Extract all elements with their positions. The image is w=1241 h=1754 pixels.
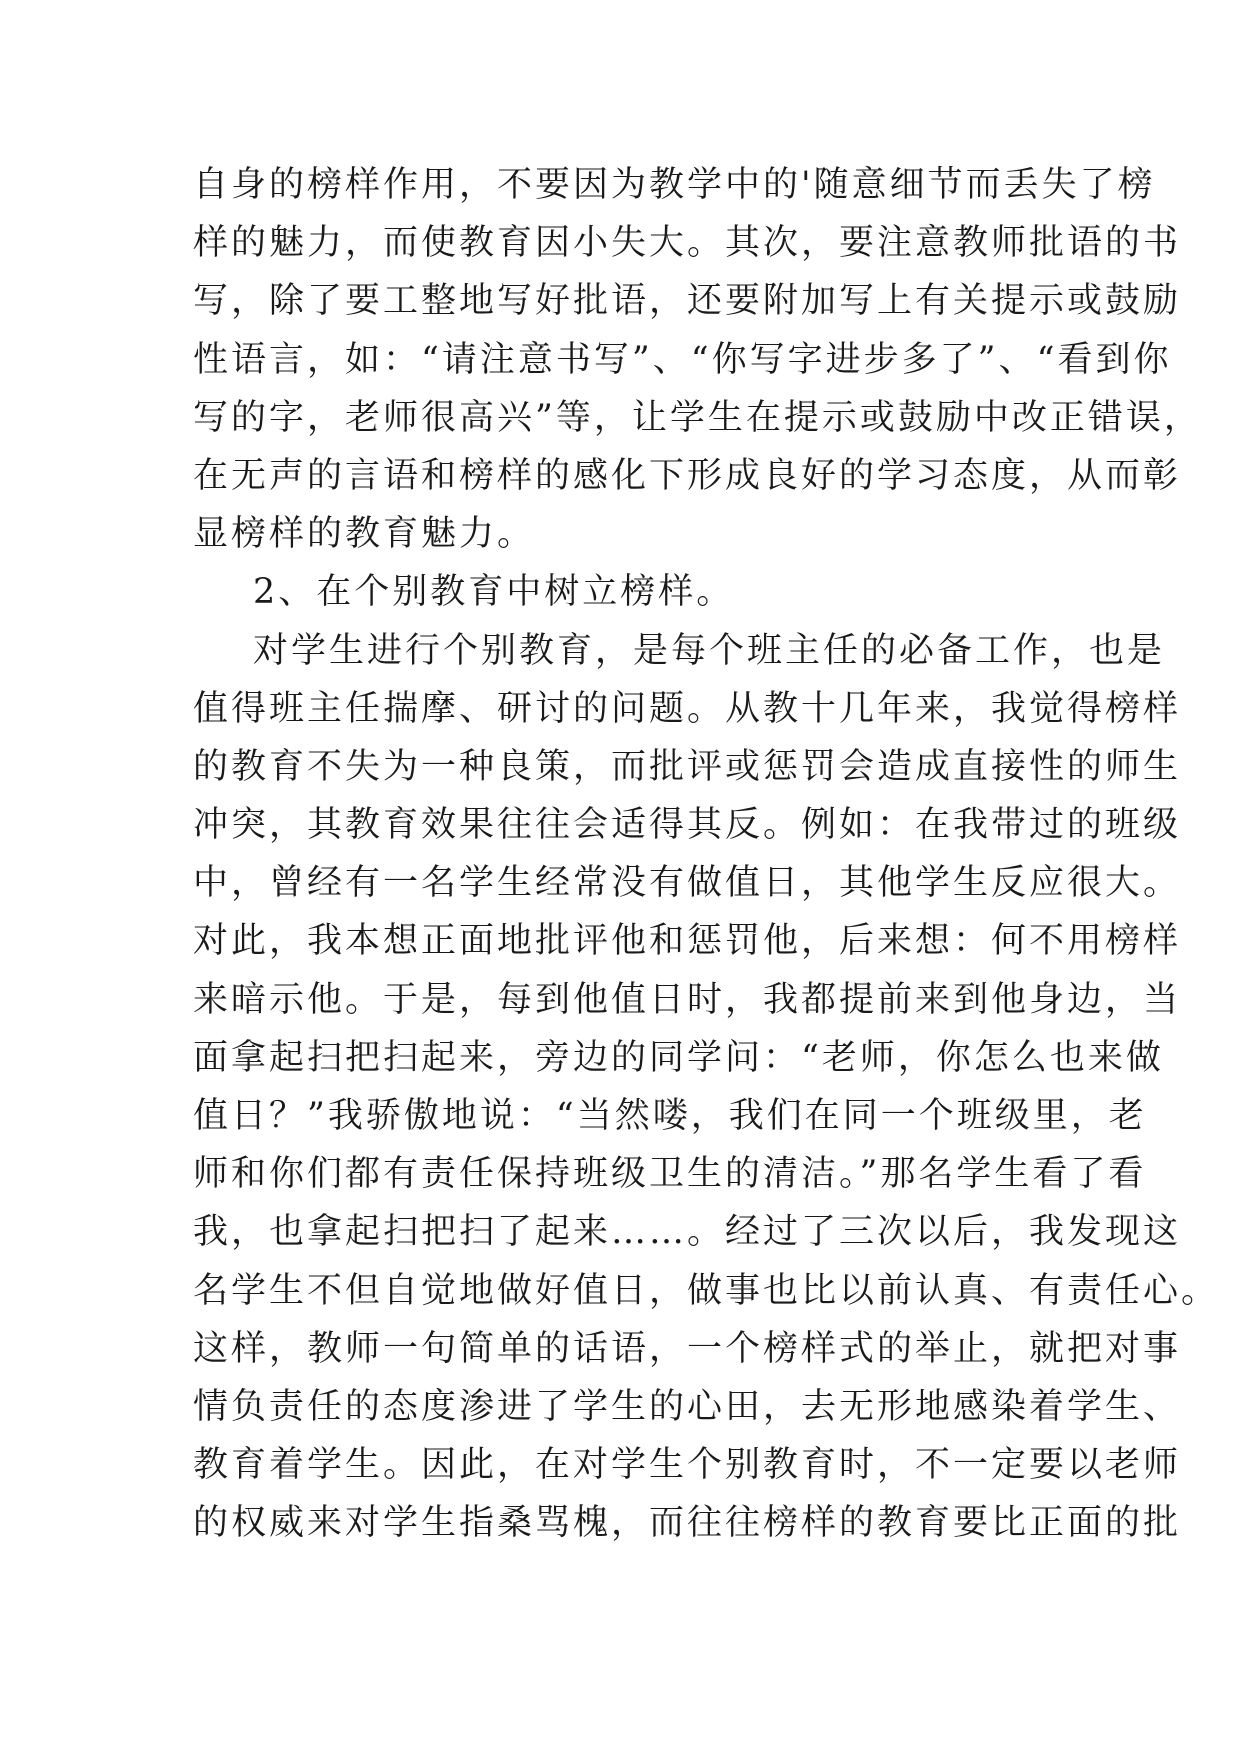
text-line: 对学生进行个别教育，是每个班主任的必备工作，也是 (253, 630, 1166, 671)
text-line: 对此，我本想正面地批评他和惩罚他，后来想：何不用榜样 (193, 921, 1182, 962)
text-line: 面拿起扫把扫起来，旁边的同学问：“老师，你怎么也来做 (193, 1037, 1164, 1078)
section-heading: 2、在个别教育中树立榜样。 (253, 572, 735, 613)
text-line: 冲突，其教育效果往往会适得其反。例如：在我带过的班级 (193, 805, 1182, 846)
text-line: 值得班主任揣摩、研讨的问题。从教十几年来，我觉得榜样 (193, 688, 1182, 729)
text-line: 样的魅力，而使教育因小失大。其次，要注意教师批语的书 (193, 223, 1182, 264)
text-line: 教育着学生。因此，在对学生个别教育时，不一定要以老师 (193, 1445, 1182, 1486)
text-line: 自身的榜样作用，不要因为教学中的'随意细节而丢失了榜 (193, 165, 1156, 205)
text-line: 我，也拿起扫把扫了起来……。经过了三次以后，我发现这 (193, 1212, 1182, 1253)
text-line: 中，曾经有一名学生经常没有做值日，其他学生反应很大。 (193, 863, 1182, 904)
text-line: 来暗示他。于是，每到他值日时，我都提前来到他身边，当 (193, 979, 1182, 1020)
text-line: 写，除了要工整地写好批语，还要附加写上有关提示或鼓励 (193, 281, 1182, 322)
body-text (193, 156, 1220, 1553)
text-line: 性语言，如：“请注意书写”、“你写字进步多了”、“看到你 (193, 339, 1172, 380)
text-line: 情负责任的态度渗进了学生的心田，去无形地感染着学生、 (193, 1386, 1182, 1427)
text-line: 师和你们都有责任保持班级卫生的清洁。”那名学生看了看 (193, 1154, 1147, 1195)
text-line: 显榜样的教育魅力。 (193, 514, 536, 555)
text-line: 的教育不失为一种良策，而批评或惩罚会造成直接性的师生 (193, 746, 1182, 787)
text-line: 名学生不但自觉地做好值日，做事也比以前认真、有责任心。 (193, 1270, 1220, 1311)
text-line: 值日？”我骄傲地说：“当然喽，我们在同一个班级里，老 (193, 1096, 1147, 1136)
text-line: 的权威来对学生指桑骂槐，而往往榜样的教育要比正面的批 (193, 1503, 1182, 1544)
text-line: 写的字，老师很高兴”等，让学生在提示或鼓励中改正错误， (193, 397, 1202, 438)
text-line: 在无声的言语和榜样的感化下形成良好的学习态度，从而彰 (193, 455, 1182, 496)
text-line: 这样，教师一句简单的话语，一个榜样式的举止，就把对事 (193, 1328, 1182, 1369)
